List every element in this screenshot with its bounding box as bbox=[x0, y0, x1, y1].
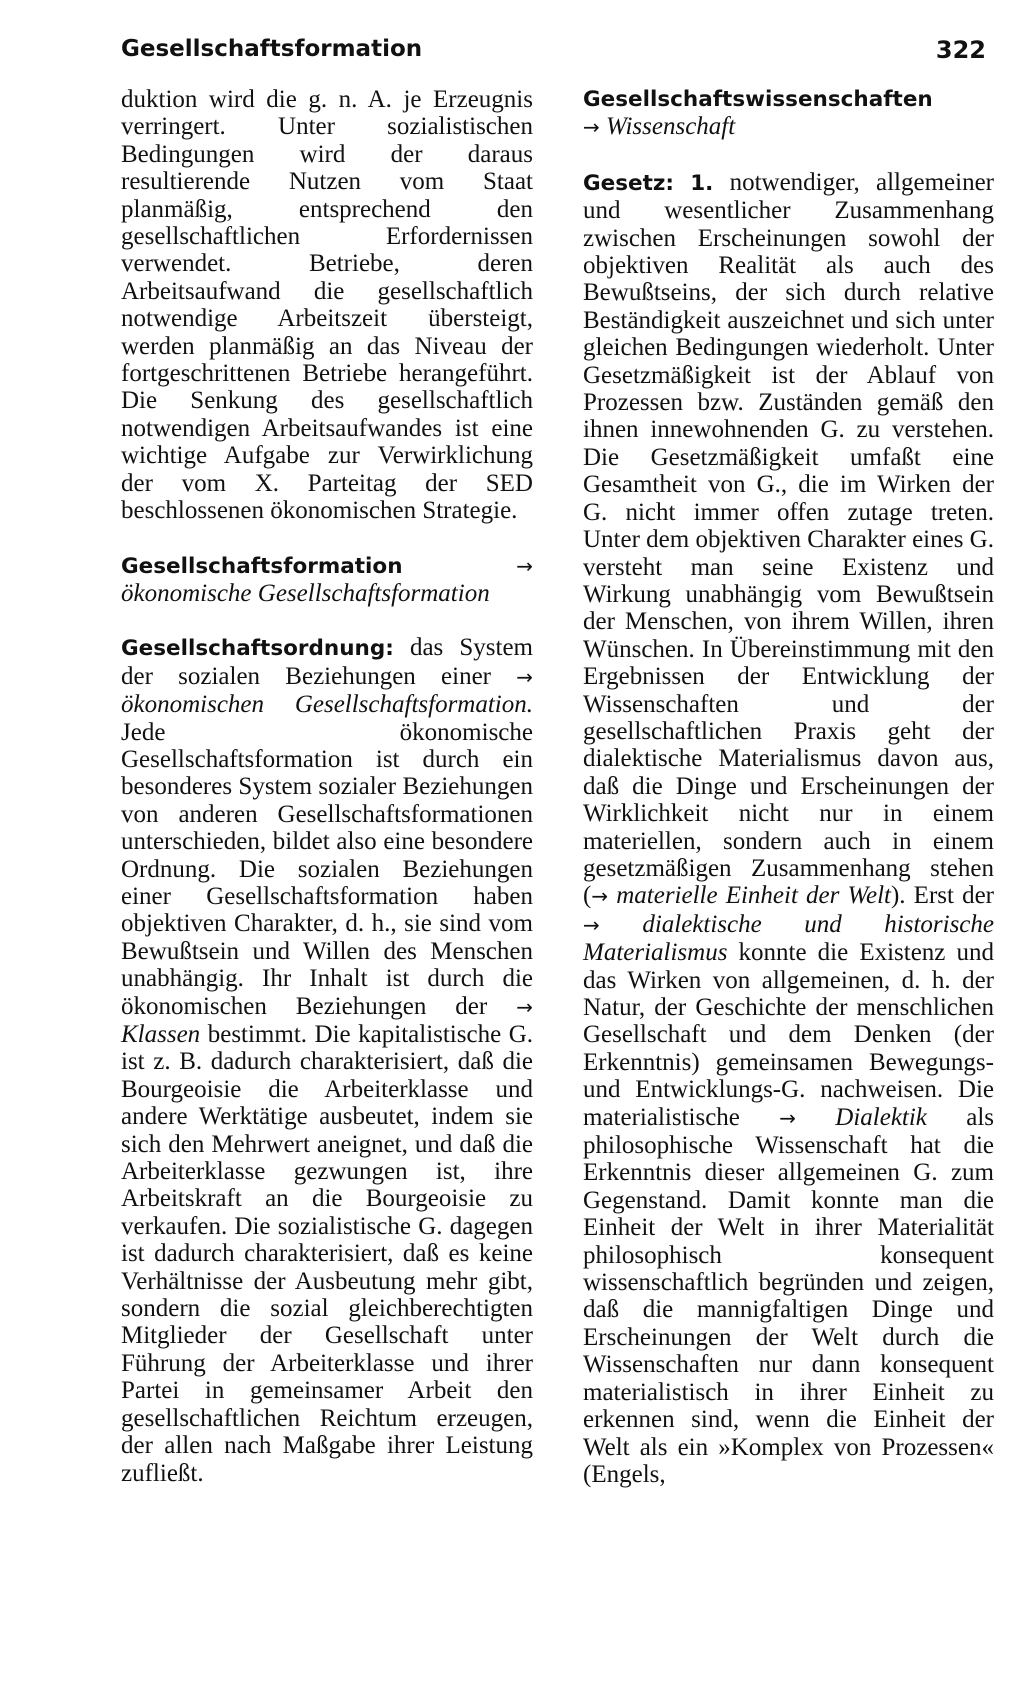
cross-reference: ökonomische Gesellschaftsformation bbox=[121, 579, 490, 607]
entry-text: ). Erst der bbox=[890, 882, 994, 910]
left-column bbox=[121, 86, 533, 1487]
sense-number: 1. bbox=[690, 170, 714, 196]
page-number: 322 bbox=[935, 36, 986, 64]
entry-gesellschaftswissenschaften bbox=[583, 86, 994, 142]
entry-continuation bbox=[121, 86, 533, 525]
entry-text: konnte die Existenz und das Wirken von allgemeinen, d. h. der Natur, der Geschichte der menschlichen Gesellschaft und dem Denken (der Erkenntnis) gemeinsamen Bewegungs- und Entwicklungs-G. nachweisen. Die materialistische bbox=[583, 939, 994, 1131]
entry-text: als philosophische Wissenschaft hat die Erkenntnis dieser allgemeinen G. zum Gegenstand. Damit konnte man die Einheit der Welt in ihrer Materialität philosophisch konsequent wissenschaftlich begründen und zeigen, daß die mannigfaltigen Dinge und Erscheinungen der Welt durch die Wissenschaften nur dann konsequent materialistisch in ihrer Einheit zu erkennen sind, wenn die Einheit der Welt als ein »Komplex von Prozessen« (Engels, bbox=[583, 1103, 995, 1488]
cross-reference-arrow-icon: → bbox=[516, 664, 533, 689]
entry-text: Jede ökonomische Gesellschaftsformation ist durch ein besonderes System sozialer Beziehungen von anderen Gesellschaftsformationen unterschieden, bildet also eine besondere Ordnung. Die sozialen Beziehungen einer Gesellschaftsformation haben objektiven Charakter, d. h., sie sind vom Bewußtsein und Willen des Menschen unabhängig. Ihr Inhalt ist durch die ökonomischen Beziehungen der bbox=[121, 718, 533, 1020]
entry-gesellschaftsformation bbox=[121, 552, 533, 608]
cross-reference-arrow-icon: → bbox=[516, 994, 533, 1019]
continuation-text: duktion wird die g. n. A. je Erzeugnis verringert. Unter sozialistischen Bedingungen wird der daraus resultierende Nutzen vom Staat planmäßig, entsprechend den gesellschaftlichen Erfordernissen verwendet. Betriebe, deren Arbeitsaufwand die gesellschaftlich notwendige Arbeitszeit übersteigt, werden planmäßig an das Niveau der fortgeschrittenen Betriebe herangeführt. Die Senkung des gesellschaftlich notwendigen Arbeitsaufwandes ist eine wichtige Aufgabe zur Verwirklichung der vom X. Parteitag der SED beschlossenen ökonomischen Strategie. bbox=[121, 86, 533, 525]
headword: Gesellschaftswissenschaften bbox=[583, 87, 933, 112]
cross-reference-arrow-icon: → bbox=[583, 912, 600, 937]
entry-gesellschaftsordnung bbox=[121, 634, 533, 1487]
headword: Gesellschaftsformation bbox=[121, 553, 403, 579]
right-column bbox=[583, 86, 994, 1488]
cross-reference-arrow-icon: → bbox=[583, 115, 600, 140]
cross-reference: ökonomischen Gesellschaftsformation. bbox=[121, 691, 533, 719]
cross-reference: Wissenschaft bbox=[606, 113, 736, 141]
cross-reference: Dialektik bbox=[835, 1103, 927, 1131]
cross-reference: dialektische und historische Materialismus bbox=[583, 910, 994, 967]
headword: Gesetz: bbox=[583, 170, 674, 196]
cross-reference-arrow-icon: → bbox=[516, 553, 533, 578]
entry-text: notwendiger, allgemeiner und wesentlicher Zusammenhang zwischen Erscheinungen sowohl der objektiven Realität als auch des Bewußtseins, der sich durch relative Beständigkeit auszeichnet und sich unter gleichen Bedingungen wiederholt. Unter Gesetzmäßigkeit ist der Ablauf von Prozessen bzw. Zuständen gemäß den ihnen innewohnenden G. zu verstehen. Die Gesetzmäßigkeit umfaßt eine Gesamtheit von G., die im Wirken der G. nicht immer offen zutage treten. Unter dem objektiven Charakter eines G. versteht man seine Existenz und Wirkung unabhängig vom Bewußtsein der Menschen, von ihrem Willen, ihren Wünschen. In Übereinstimmung mit den Ergebnissen der Entwicklung der Wissenschaften und der gesellschaftlichen Praxis geht der dialektische Materialismus davon aus, daß die Dinge und Erscheinungen der Wirklichkeit nicht nur in einem materiellen, sondern auch in einem gesetzmäßigen Zusammenhang stehen ( bbox=[583, 168, 994, 910]
cross-reference: materielle Einheit der Welt bbox=[616, 882, 891, 910]
running-head bbox=[121, 36, 986, 76]
headword: Gesellschaftsordnung: bbox=[121, 636, 394, 662]
running-title: Gesellschaftsformation bbox=[121, 36, 423, 62]
entry-gesetz bbox=[583, 169, 994, 1489]
cross-reference-arrow-icon: → bbox=[779, 1105, 796, 1130]
entry-text: das System der sozialen Beziehungen einer bbox=[121, 634, 534, 690]
cross-reference: Klassen bbox=[121, 1021, 201, 1048]
entry-text: bestimmt. Die kapitalistische G. ist z. B. dadurch charakterisiert, daß die Bourgeoisie die Arbeiterklasse und andere Werktätige ausbeutet, indem sie sich den Mehrwert aneignet, und daß die Arbeiterklasse gezwungen ist, ihre Arbeitskraft an die Bourgeoisie zu verkaufen. Die sozialistische G. dagegen ist dadurch charakterisiert, daß es keine Verhältnisse der Ausbeutung mehr gibt, sondern die sozial gleichberechtigten Mitglieder der Gesellschaft unter Führung der Arbeiterklasse und ihrer Partei in gemeinsamer Arbeit den gesellschaftlichen Reichtum erzeugen, der allen nach Maßgabe ihrer Leistung zufließt. bbox=[121, 1021, 533, 1487]
cross-reference-arrow-icon: → bbox=[591, 884, 609, 909]
